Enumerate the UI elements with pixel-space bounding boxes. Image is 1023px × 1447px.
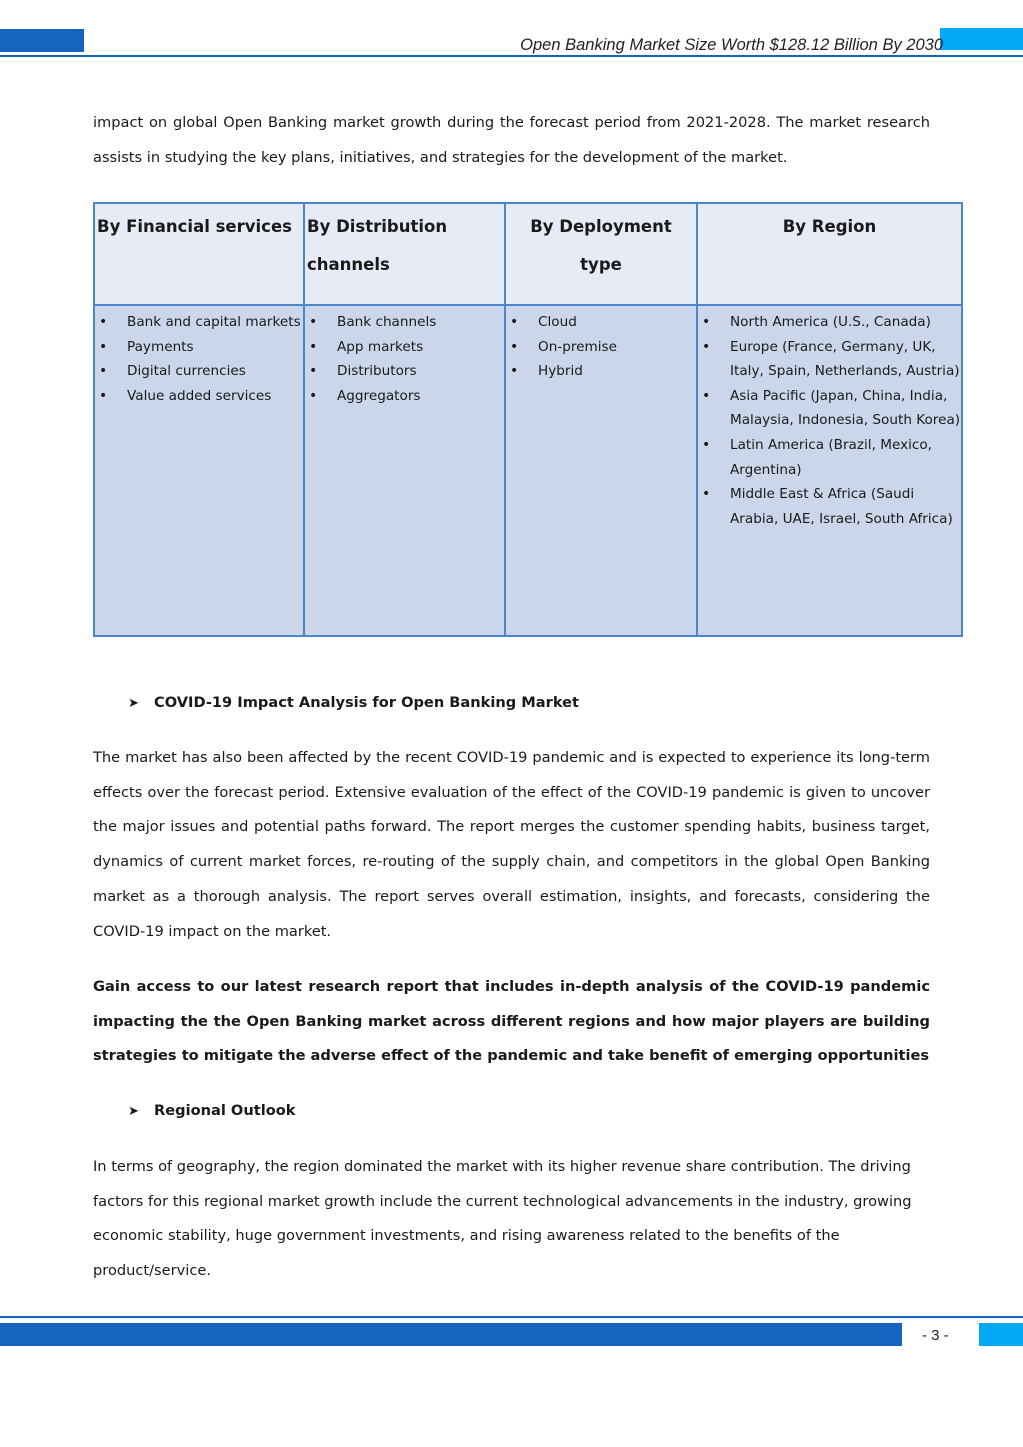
footer-accent-right xyxy=(979,1323,1023,1346)
covid-cta-paragraph: Gain access to our latest research report that includes in-depth analysis of the COVID-19 pandemic impacting the the Open Banking market across different regions and how major players are building strategies to mitigate the adverse effect of the pandemic and take benefit of emerging opportunities xyxy=(93,978,930,1065)
list-item: • Hybrid xyxy=(506,359,696,384)
header-accent-right xyxy=(940,28,1023,50)
header-deployment-type: By Deployment type xyxy=(505,203,697,305)
table-header-row xyxy=(94,203,962,305)
arrow-bullet-icon: ➤ xyxy=(128,696,139,711)
regional-heading-text: Regional Outlook xyxy=(154,1102,296,1119)
table-row xyxy=(94,305,962,636)
covid-heading-text: COVID-19 Impact Analysis for Open Banking Market xyxy=(154,694,580,711)
list-item: • North America (U.S., Canada) xyxy=(698,310,961,335)
list-item: • Value added services xyxy=(95,384,303,409)
page-number: - 3 - xyxy=(922,1327,949,1344)
list-item: • Cloud xyxy=(506,310,696,335)
list-item: • Aggregators xyxy=(305,384,504,409)
list-item: • On-premise xyxy=(506,335,696,360)
list-item: • Digital currencies xyxy=(95,359,303,384)
arrow-bullet-icon: ➤ xyxy=(128,1104,139,1119)
list-item: • Distributors xyxy=(305,359,504,384)
list-item: • App markets xyxy=(305,335,504,360)
header-distribution-channels: By Distribution channels xyxy=(304,203,505,305)
segmentation-table xyxy=(93,202,963,637)
list-item: • Europe (France, Germany, UK, Italy, Spain, Netherlands, Austria) xyxy=(698,335,961,384)
regional-paragraph: In terms of geography, the region dominated the market with its higher revenue share contribution. The driving factors for this regional market growth include the current technological advancements in the industry, growing economic stability, huge government investments, and rising awareness related to the benefits of the product/service. xyxy=(93,1158,912,1280)
covid-section-heading xyxy=(128,694,579,711)
header-financial-services: By Financial services xyxy=(94,203,304,305)
header-rule xyxy=(0,55,1023,57)
header-region: By Region xyxy=(697,203,962,305)
distribution-channels-cell xyxy=(304,305,505,636)
list-item: • Bank channels xyxy=(305,310,504,335)
header-title: Open Banking Market Size Worth $128.12 Billion By 2030 xyxy=(520,36,943,54)
list-item: • Payments xyxy=(95,335,303,360)
financial-services-cell xyxy=(94,305,304,636)
header-accent-left xyxy=(0,29,84,52)
region-cell xyxy=(697,305,962,636)
deployment-type-cell xyxy=(505,305,697,636)
intro-paragraph: impact on global Open Banking market growth during the forecast period from 2021-2028. The market research assists in studying the key plans, initiatives, and strategies for the development of the market. xyxy=(93,114,930,166)
regional-section-heading xyxy=(128,1102,295,1119)
footer-bar xyxy=(0,1323,902,1346)
list-item: • Bank and capital markets xyxy=(95,310,303,335)
list-item: • Middle East & Africa (Saudi Arabia, UAE, Israel, South Africa) xyxy=(698,482,961,531)
list-item: • Asia Pacific (Japan, China, India, Malaysia, Indonesia, South Korea) xyxy=(698,384,961,433)
footer-rule xyxy=(0,1316,1023,1318)
list-item: • Latin America (Brazil, Mexico, Argentina) xyxy=(698,433,961,482)
covid-paragraph: The market has also been affected by the recent COVID-19 pandemic and is expected to experience its long-term effects over the forecast period. Extensive evaluation of the effect of the COVID-19 pandemic is given to uncover the major issues and potential paths forward. The report merges the customer spending habits, business target, dynamics of current market forces, re-routing of the supply chain, and competitors in the global Open Banking market as a thorough analysis. The report serves overall estimation, insights, and forecasts, considering the COVID-19 impact on the market. xyxy=(93,749,930,940)
